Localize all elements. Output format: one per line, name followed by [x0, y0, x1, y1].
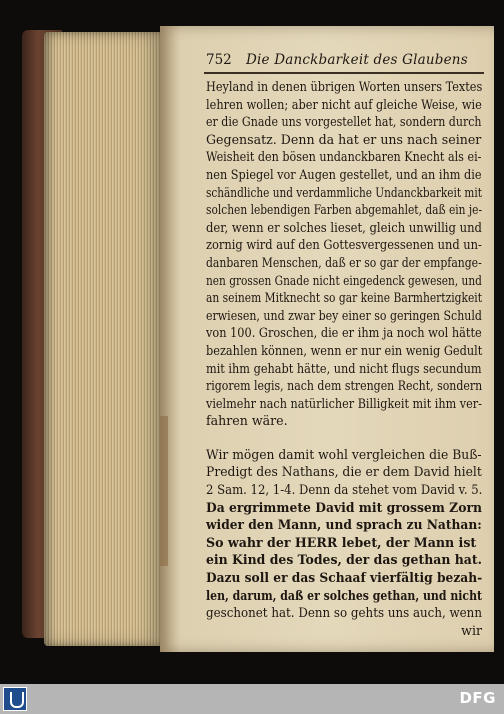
page-shadow-strip — [160, 416, 168, 566]
quotation-line: ein Kind des Todes, der das gethan hat. — [206, 552, 482, 568]
text-line: danbaren Menschen, daß er so gar der empfange- — [206, 254, 482, 270]
text-line: zornig wird auf den Gottesvergessenen und un- — [206, 237, 482, 253]
quotation-line: Dazu soll er das Schaaf vierfältig bezah- — [206, 570, 483, 586]
text-line: Weisheit den bösen undanckbaren Knecht als ei- — [206, 149, 482, 165]
text-line: schändliche und verdammliche Undanckbarkeit mit — [206, 184, 482, 200]
text-line: Heyland in denen übrigen Worten unsers Textes — [206, 79, 483, 94]
quotation-line: wider den Mann, und sprach zu Nathan: — [206, 517, 482, 533]
page-edges — [44, 32, 162, 646]
catchword: wir — [461, 622, 482, 638]
paragraph-gap — [206, 430, 482, 446]
text-line: nen Spiegel vor Augen gestellet, und an ihm die — [206, 166, 482, 182]
quotation-line: len, darum, daß er solches gethan, und nicht — [206, 587, 483, 603]
viewer-footer-bar — [0, 684, 504, 714]
text-line: solchen lebendigen Farben abgemahlet, daß ein je- — [206, 202, 483, 218]
text-line: mit ihm gehabt hätte, und nicht flugs secundum — [206, 360, 482, 376]
text-line: erwiesen, und zwar bey einer so geringen Schuld — [206, 307, 482, 323]
text-line: an seinem Mitknecht so gar keine Barmhertzigkeit — [206, 290, 482, 306]
library-logo-icon[interactable] — [3, 687, 27, 711]
text-line: Predigt des Nathans, die er dem David hielt — [206, 464, 482, 480]
book-page — [160, 26, 494, 652]
text-line: Gegensatz. Denn da hat er uns nach seiner — [206, 131, 482, 147]
text-line: vielmehr nach natürlicher Billigkeit mit ihm ver- — [206, 395, 482, 411]
text-line: nen grossen Gnade nicht eingedenck gewesen, und — [206, 272, 482, 288]
quotation-line: So wahr der HERR lebet, der Mann ist — [206, 534, 477, 550]
text-line: geschonet hat. Denn so gehts uns auch, wenn — [206, 605, 482, 621]
text-line: bezahlen können, wenn er nur ein wenig Gedult — [206, 342, 483, 358]
dfg-logo[interactable]: DFG — [459, 689, 496, 707]
text-line: fahren wäre. — [206, 413, 288, 429]
text-line: lehren wollen; aber nicht auf gleiche Weise, wie — [206, 96, 482, 112]
quotation-line: Da ergrimmete David mit grossem Zorn — [206, 499, 482, 515]
text-line: der, wenn er solches lieset, gleich unwillig und — [206, 219, 482, 235]
text-line: er die Gnade uns vorgestellet hat, sondern durch — [206, 114, 482, 130]
page-number: 752 — [206, 52, 232, 68]
header-rule — [204, 72, 484, 74]
text-line: von 100. Groschen, die er ihm ja noch wol hätte — [206, 325, 482, 341]
text-line: Wir mögen damit wohl vergleichen die Buß- — [206, 446, 482, 462]
text-line: rigorem legis, nach dem strengen Recht, sondern — [206, 378, 483, 394]
body-text — [206, 78, 482, 639]
page-header — [206, 50, 482, 72]
running-title: Die Danckbarkeit des Glaubens — [246, 52, 468, 68]
text-line: 2 Sam. 12, 1-4. Denn da stehet vom David v. 5. — [206, 482, 483, 498]
